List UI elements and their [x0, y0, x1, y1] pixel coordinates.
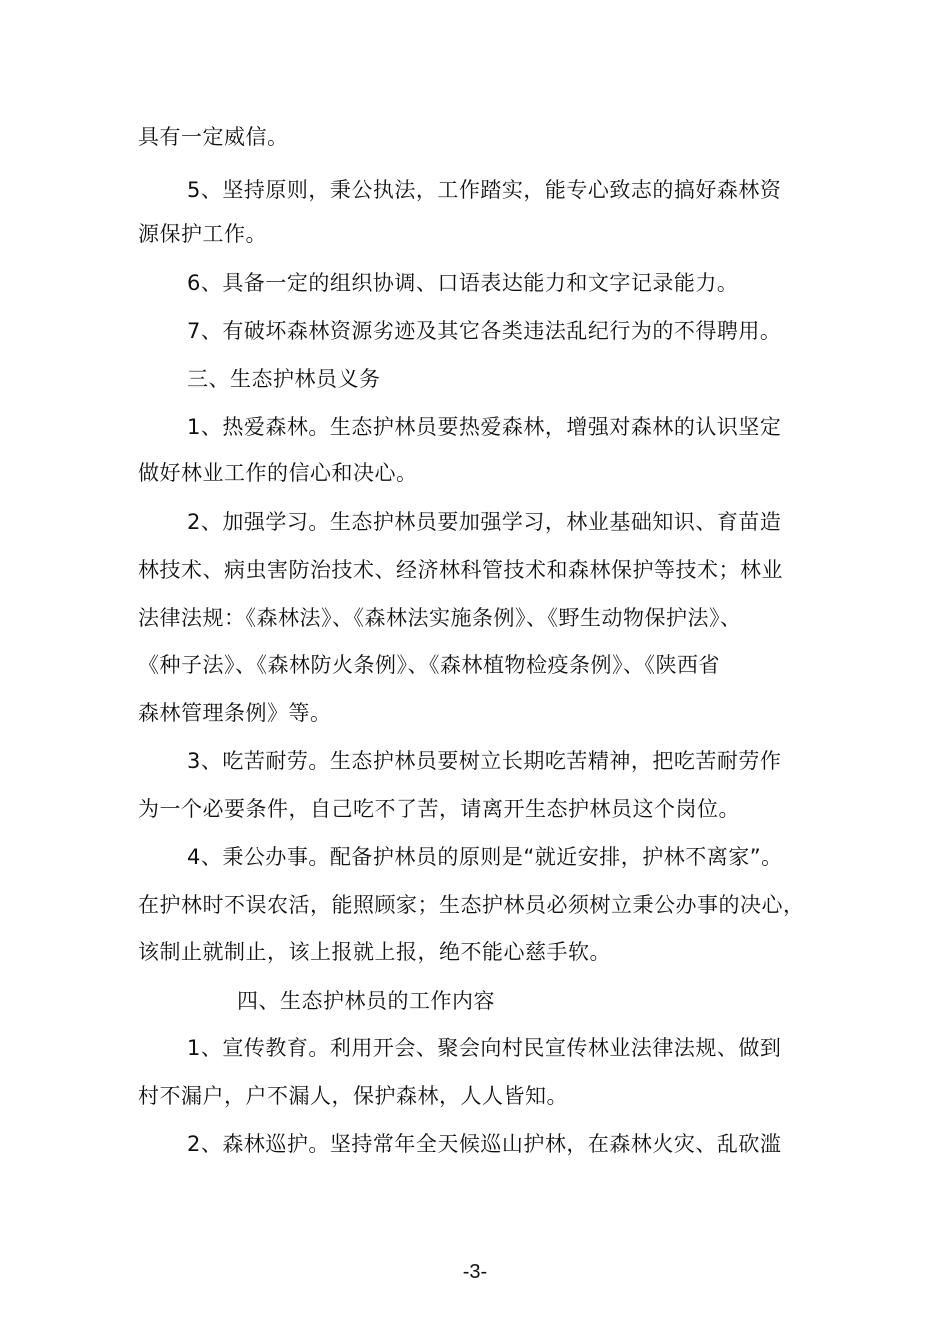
text-line-15: 为一个必要条件，自己吃不了苦，请离开生态护林员这个岗位。 [138, 797, 740, 821]
text-line-14: 3、吃苦耐劳。生态护林员要树立长期吃苦精神，把吃苦耐劳作 [187, 749, 782, 773]
text-line-20: 1、宣传教育。利用开会、聚会向村民宣传林业法律法规、做到 [187, 1036, 782, 1060]
page-number: -3- [462, 1261, 488, 1283]
text-line-22: 2、森林巡护。坚持常年全天候巡山护林，在森林火灾、乱砍滥 [187, 1132, 782, 1156]
section-heading-4: 四、生态护林员的工作内容 [237, 989, 495, 1013]
text-line-7: 1、热爱森林。生态护林员要热爱森林，增强对森林的认识坚定 [187, 415, 782, 439]
text-line-1: 具有一定威信。 [138, 125, 289, 149]
text-line-21: 村不漏户，户不漏人，保护森林，人人皆知。 [138, 1084, 568, 1108]
text-line-12: 《种子法》、《森林防火条例》、《森林植物检疫条例》、《陕西省 [138, 653, 720, 677]
text-line-10: 林技术、病虫害防治技术、经济林科管技术和森林保护等技术；林业 [138, 558, 783, 582]
text-line-8: 做好林业工作的信心和决心。 [138, 461, 418, 485]
text-line-4: 6、具备一定的组织协调、口语表达能力和文字记录能力。 [187, 271, 739, 295]
text-line-2: 5、坚持原则，秉公执法，工作踏实，能专心致志的搞好森林资 [187, 178, 782, 202]
text-line-3: 源保护工作。 [138, 222, 267, 246]
text-line-9: 2、加强学习。生态护林员要加强学习，林业基础知识、育苗造 [187, 510, 782, 534]
text-line-17: 在护林时不误农活，能照顾家；生态护林员必须树立秉公办事的决心， [138, 893, 805, 917]
text-line-13: 森林管理条例》等。 [138, 701, 332, 725]
text-line-5: 7、有破坏森林资源劣迹及其它各类违法乱纪行为的不得聘用。 [187, 319, 782, 343]
text-line-18: 该制止就制止，该上报就上报，绝不能心慈手软。 [138, 940, 611, 964]
section-heading-3: 三、生态护林员义务 [187, 367, 381, 391]
text-line-16: 4、秉公办事。配备护林员的原则是“就近安排，护林不离家”。 [187, 845, 783, 869]
text-line-11: 法律法规：《森林法》、《森林法实施条例》、《野生动物保护法》、 [138, 606, 742, 630]
